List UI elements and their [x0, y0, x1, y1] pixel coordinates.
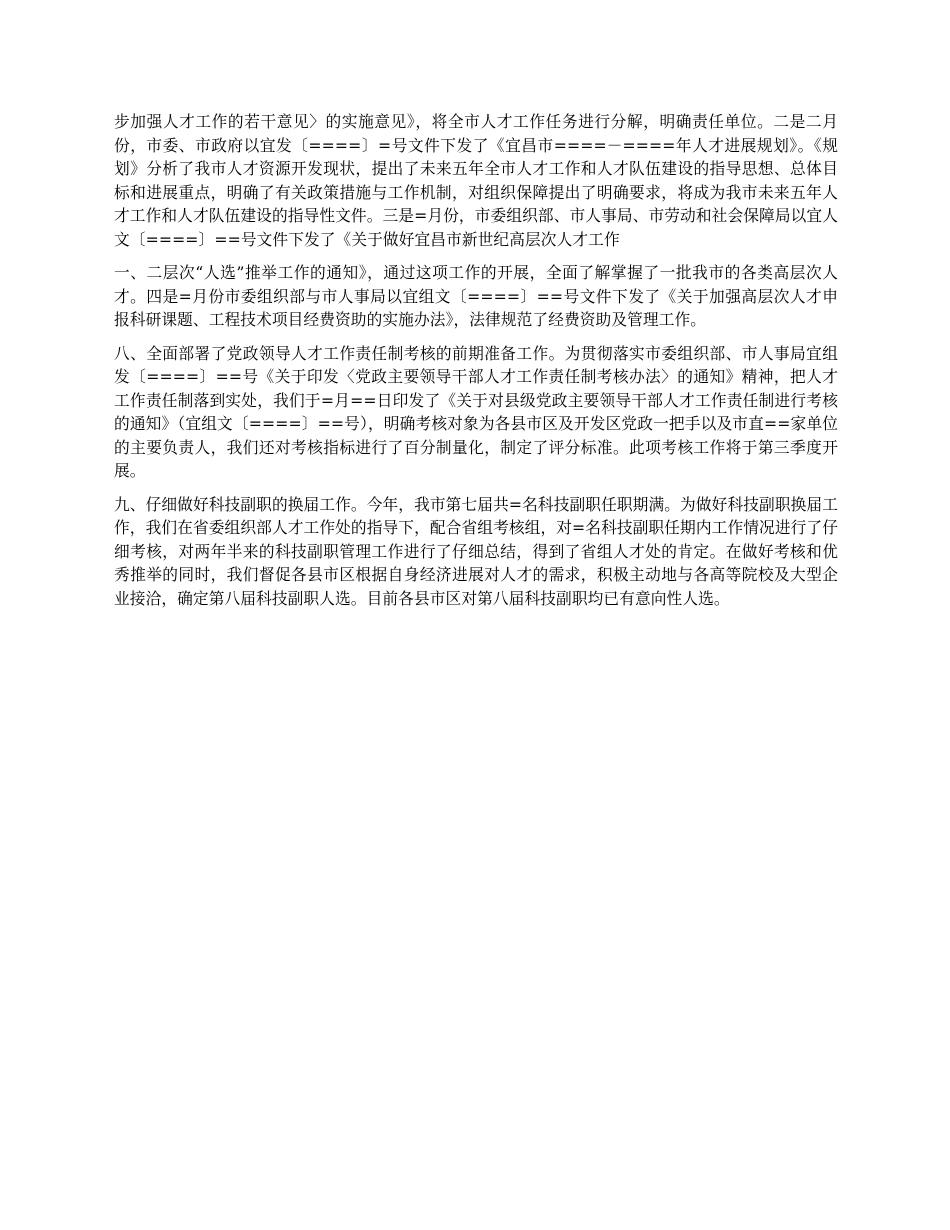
paragraph-section-nine: 九、仔细做好科技副职的换届工作。今年，我市第七届共=名科技副职任职期满。为做好科技副职换届工作，我们在省委组织部人才工作处的指导下，配合省组考核组，对=名科技副职任期内工作情况进行了仔细考核，对两年半来的科技副职管理工作进行了仔细总结，得到了省组人才处的肯定。在做好考核和优秀推举的同时，我们督促各县市区根据自身经济进展对人才的需求，积极主动地与各高等院校及大型企业接洽，确定第八届科技副职人选。目前各县市区对第八届科技副职均已有意向性人选。 [114, 494, 838, 608]
document-body [114, 110, 838, 610]
paragraph-section-eight: 八、全面部署了党政领导人才工作责任制考核的前期准备工作。为贯彻落实市委组织部、市人事局宜组发〔====〕==号《关于印发〈党政主要领导干部人才工作责任制考核办法〉的通知》精神，把人才工作责任制落到实处，我们于=月==日印发了《关于对县级党政主要领导干部人才工作责任制进行考核的通知》（宜组文〔====〕==号），明确考核对象为各县市区及开发区党政一把手以及市直==家单位的主要负责人，我们还对考核指标进行了百分制量化，制定了评分标准。此项考核工作将于第三季度开展。 [114, 343, 838, 480]
paragraph-talent-selection: 一、二层次“人选”推举工作的通知》，通过这项工作的开展，全面了解掌握了一批我市的各类高层次人才。四是=月份市委组织部与市人事局以宜组文〔====〕==号文件下发了《关于加强高层次人才申报科研课题、工程技术项目经费资助的实施办法》，法律规范了经费资助及管理工作。 [114, 263, 838, 329]
paragraph-continuation: 步加强人才工作的若干意见〉的实施意见》，将全市人才工作任务进行分解，明确责任单位。二是二月份，市委、市政府以宜发〔====〕=号文件下发了《宜昌市====－====年人才进展规划》。《规划》分析了我市人才资源开发现状，提出了未来五年全市人才工作和人才队伍建设的指导思想、总体目标和进展重点，明确了有关政策措施与工作机制，对组织保障提出了明确要求，将成为我市未来五年人才工作和人才队伍建设的指导性文件。三是=月份，市委组织部、市人事局、市劳动和社会保障局以宜人文〔====〕==号文件下发了《关于做好宜昌市新世纪高层次人才工作 [114, 112, 838, 249]
